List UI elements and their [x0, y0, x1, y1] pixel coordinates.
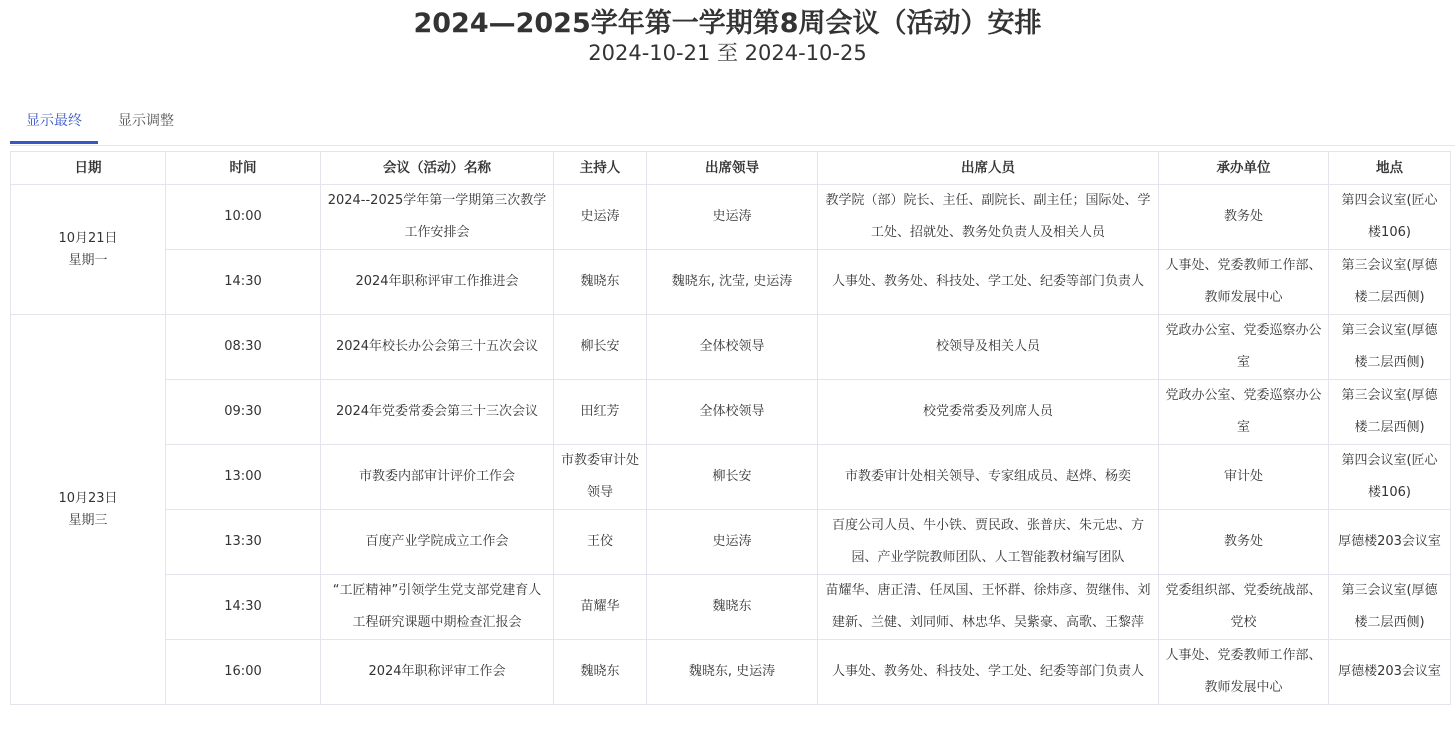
time-cell: 13:00 — [166, 445, 321, 510]
attendees-cell: 人事处、教务处、科技处、学工处、纪委等部门负责人 — [818, 640, 1159, 705]
host-cell: 史运涛 — [554, 185, 647, 250]
host-cell: 魏晓东 — [554, 640, 647, 705]
location-cell: 第三会议室(厚德楼二层西侧) — [1329, 575, 1451, 640]
attendees-cell: 百度公司人员、牛小铁、贾民政、张普庆、朱元忠、方园、产业学院教师团队、人工智能教材编写团队 — [818, 510, 1159, 575]
table-header-row — [11, 152, 1451, 185]
organizer-cell: 党政办公室、党委巡察办公室 — [1159, 380, 1329, 445]
column-header-organizer: 承办单位 — [1159, 152, 1329, 185]
weekday-label: 星期一 — [68, 252, 108, 268]
host-cell: 王佼 — [554, 510, 647, 575]
organizer-cell: 教务处 — [1159, 185, 1329, 250]
leaders-cell: 史运涛 — [647, 185, 818, 250]
location-cell: 厚德楼203会议室 — [1329, 640, 1451, 705]
host-cell: 市教委审计处领导 — [554, 445, 647, 510]
leaders-cell: 魏晓东, 史运涛 — [647, 640, 818, 705]
tab-show-final[interactable]: 显示最终 — [10, 100, 98, 144]
column-header-attendees: 出席人员 — [818, 152, 1159, 185]
organizer-cell: 党委组织部、党委统战部、党校 — [1159, 575, 1329, 640]
table-row — [11, 250, 1451, 315]
time-cell: 14:30 — [166, 250, 321, 315]
organizer-cell: 审计处 — [1159, 445, 1329, 510]
attendees-cell: 人事处、教务处、科技处、学工处、纪委等部门负责人 — [818, 250, 1159, 315]
table-row — [11, 575, 1451, 640]
organizer-cell: 党政办公室、党委巡察办公室 — [1159, 315, 1329, 380]
leaders-cell: 魏晓东, 沈莹, 史运涛 — [647, 250, 818, 315]
column-header-host: 主持人 — [554, 152, 647, 185]
page-title: 2024—2025学年第一学期第8周会议（活动）安排 — [413, 8, 1042, 39]
host-cell: 田红芳 — [554, 380, 647, 445]
attendees-cell: 市教委审计处相关领导、专家组成员、赵烨、杨奕 — [818, 445, 1159, 510]
tab-show-adjusted[interactable]: 显示调整 — [118, 113, 174, 129]
column-header-leaders: 出席领导 — [647, 152, 818, 185]
time-cell: 08:30 — [166, 315, 321, 380]
table-row — [11, 445, 1451, 510]
leaders-cell: 魏晓东 — [647, 575, 818, 640]
location-cell: 第四会议室(匠心楼106) — [1329, 185, 1451, 250]
organizer-cell: 教务处 — [1159, 510, 1329, 575]
meeting-name-cell: 百度产业学院成立工作会 — [321, 510, 554, 575]
column-header-location: 地点 — [1329, 152, 1451, 185]
meeting-name-cell: 市教委内部审计评价工作会 — [321, 445, 554, 510]
leaders-cell: 全体校领导 — [647, 315, 818, 380]
meeting-name-cell: 2024年校长办公会第三十五次会议 — [321, 315, 554, 380]
organizer-cell: 人事处、党委教师工作部、教师发展中心 — [1159, 250, 1329, 315]
column-header-meeting-name: 会议（活动）名称 — [321, 152, 554, 185]
time-cell: 14:30 — [166, 575, 321, 640]
table-row — [11, 185, 1451, 250]
date-cell — [11, 185, 166, 315]
location-cell: 第四会议室(匠心楼106) — [1329, 445, 1451, 510]
table-row — [11, 380, 1451, 445]
leaders-cell: 柳长安 — [647, 445, 818, 510]
view-tabs — [10, 100, 1455, 146]
column-header-time: 时间 — [166, 152, 321, 185]
attendees-cell: 校党委常委及列席人员 — [818, 380, 1159, 445]
host-cell: 魏晓东 — [554, 250, 647, 315]
date-label: 10月23日 — [58, 490, 118, 506]
attendees-cell: 校领导及相关人员 — [818, 315, 1159, 380]
meeting-name-cell: 2024年党委常委会第三十三次会议 — [321, 380, 554, 445]
location-cell: 第三会议室(厚德楼二层西侧) — [1329, 250, 1451, 315]
table-row — [11, 315, 1451, 380]
table-row — [11, 640, 1451, 705]
location-cell: 第三会议室(厚德楼二层西侧) — [1329, 380, 1451, 445]
meeting-name-cell: “工匠精神”引领学生党支部党建育人工程研究课题中期检查汇报会 — [321, 575, 554, 640]
organizer-cell: 人事处、党委教师工作部、教师发展中心 — [1159, 640, 1329, 705]
attendees-cell: 教学院（部）院长、主任、副院长、副主任；国际处、学工处、招就处、教务处负责人及相关人员 — [818, 185, 1159, 250]
time-cell: 16:00 — [166, 640, 321, 705]
time-cell: 10:00 — [166, 185, 321, 250]
table-row — [11, 510, 1451, 575]
weekday-label: 星期三 — [68, 512, 108, 528]
leaders-cell: 全体校领导 — [647, 380, 818, 445]
meeting-name-cell: 2024--2025学年第一学期第三次教学工作安排会 — [321, 185, 554, 250]
column-header-date: 日期 — [11, 152, 166, 185]
attendees-cell: 苗耀华、唐正清、任凤国、王怀群、徐炜彦、贺继伟、刘建新、兰健、刘同师、林忠华、吴紫豪、高歌、王黎萍 — [818, 575, 1159, 640]
time-cell: 09:30 — [166, 380, 321, 445]
time-cell: 13:30 — [166, 510, 321, 575]
schedule-table — [10, 151, 1451, 705]
host-cell: 柳长安 — [554, 315, 647, 380]
host-cell: 苗耀华 — [554, 575, 647, 640]
date-label: 10月21日 — [58, 230, 118, 246]
date-cell — [11, 315, 166, 705]
date-range-subtitle: 2024-10-21 至 2024-10-25 — [588, 41, 867, 65]
location-cell: 厚德楼203会议室 — [1329, 510, 1451, 575]
meeting-name-cell: 2024年职称评审工作会 — [321, 640, 554, 705]
leaders-cell: 史运涛 — [647, 510, 818, 575]
location-cell: 第三会议室(厚德楼二层西侧) — [1329, 315, 1451, 380]
meeting-name-cell: 2024年职称评审工作推进会 — [321, 250, 554, 315]
